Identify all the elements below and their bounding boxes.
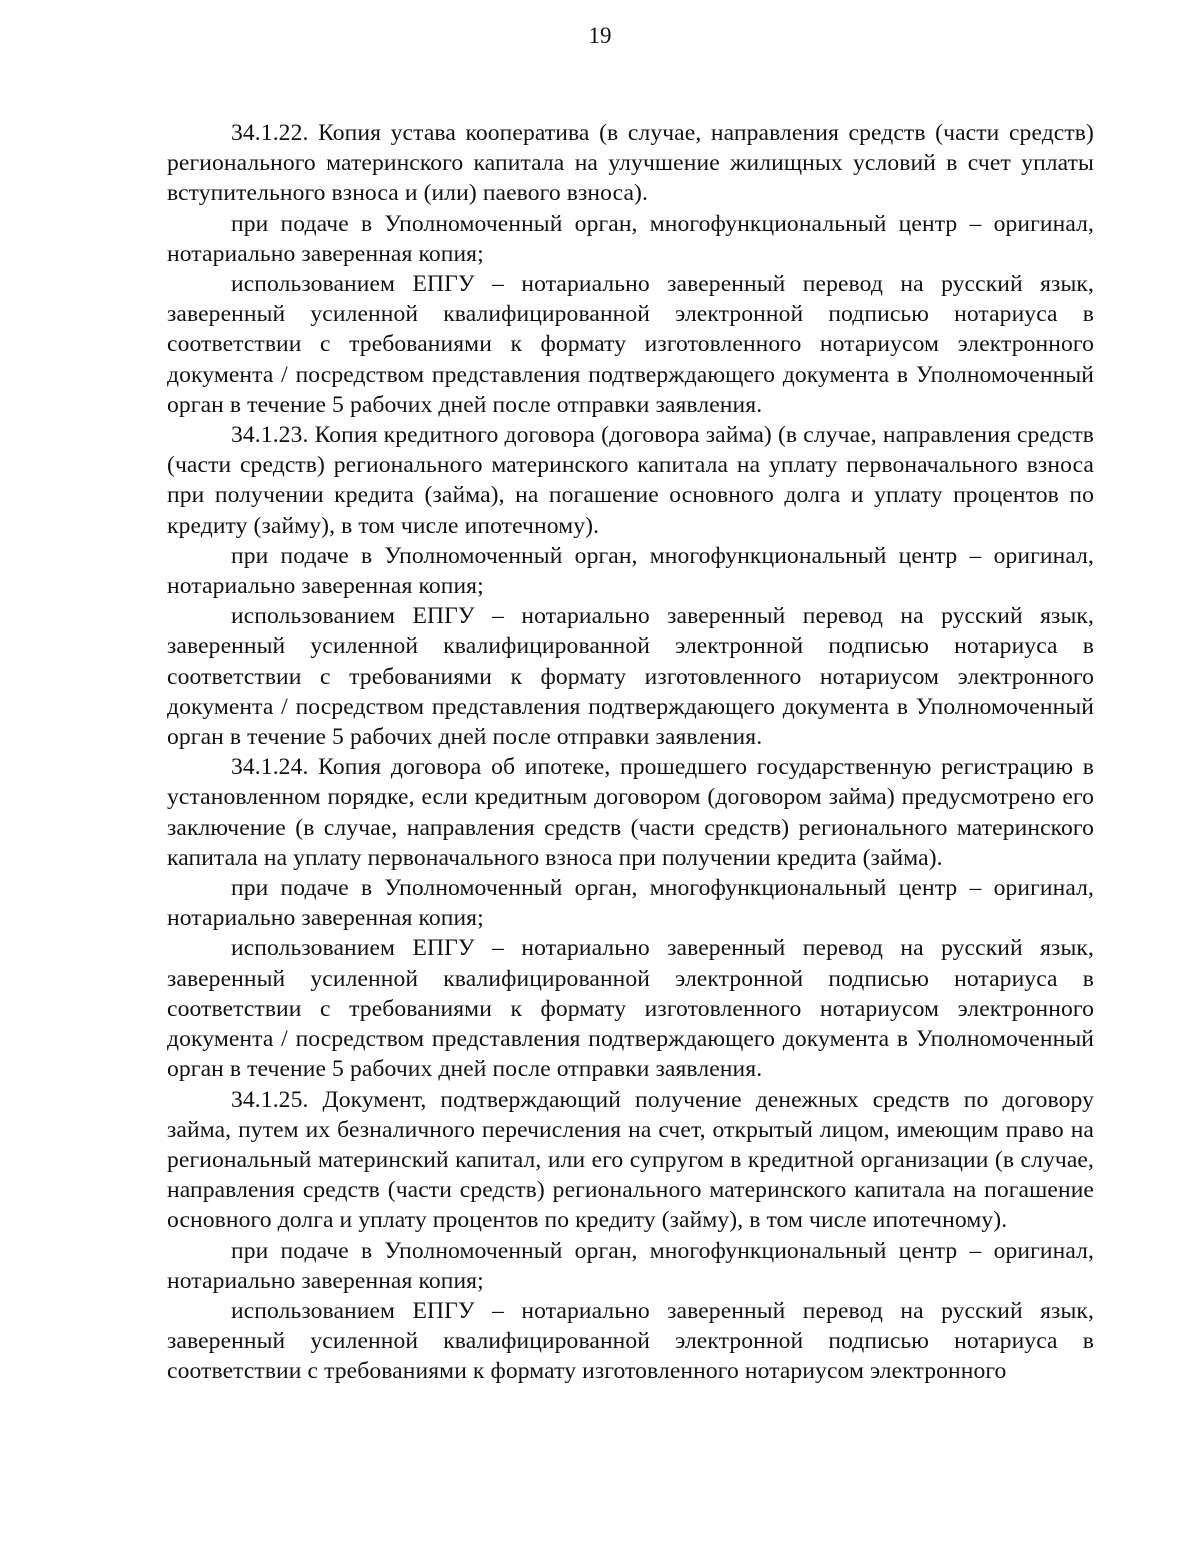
- paragraph-submission-epgu: использованием ЕПГУ – нотариально заверенный перевод на русский язык, заверенный усиленной квалифицированной электронной подписью нотариуса в соответствии с требованиями к формату изготовленного нотариусом электронного документа / посредством представления подтверждающего документа в Уполномоченный орган в течение 5 рабочих дней после отправки заявления.: [167, 603, 1094, 751]
- paragraph-submission-office: при подаче в Уполномоченный орган, многофункциональный центр – оригинал, нотариально заверенная копия;: [167, 542, 1094, 600]
- document-body: [167, 118, 1094, 1387]
- paragraph-34-1-24: 34.1.24. Копия договора об ипотеке, прошедшего государственную регистрацию в установленном порядке, если кредитным договором (договором займа) предусмотрено его заключение (в случае, направления средств (части средств) регионального материнского капитала на уплату первоначального взноса при получении кредита (займа).: [167, 754, 1094, 871]
- paragraph-34-1-23: 34.1.23. Копия кредитного договора (договора займа) (в случае, направления средств (части средств) регионального материнского капитала на уплату первоначального взноса при получении кредита (займа), на погашение основного долга и уплату процентов по кредиту (займу), в том числе ипотечному).: [167, 422, 1094, 539]
- paragraph-submission-epgu: использованием ЕПГУ – нотариально заверенный перевод на русский язык, заверенный усиленной квалифицированной электронной подписью нотариуса в соответствии с требованиями к формату изготовленного нотариусом электронного документа / посредством представления подтверждающего документа в Уполномоченный орган в течение 5 рабочих дней после отправки заявления.: [167, 271, 1094, 418]
- paragraph-submission-office: при подаче в Уполномоченный орган, многофункциональный центр – оригинал, нотариально заверенная копия;: [167, 1237, 1094, 1294]
- paragraph-submission-office: при подаче в Уполномоченный орган, многофункциональный центр – оригинал, нотариально заверенная копия;: [167, 210, 1094, 267]
- paragraph-submission-office: при подаче в Уполномоченный орган, многофункциональный центр – оригинал, нотариально заверенная копия;: [167, 875, 1094, 932]
- page-number: 19: [588, 23, 612, 48]
- paragraph-submission-epgu-continued: использованием ЕПГУ – нотариально заверенный перевод на русский язык, заверенный усиленной квалифицированной электронной подписью нотариуса в соответствии с требованиями к формату изготовленного нотариусом электронного: [167, 1297, 1094, 1385]
- paragraph-34-1-25: 34.1.25. Документ, подтверждающий получение денежных средств по договору займа, путем их безналичного перечисления на счет, открытый лицом, имеющим право на региональный материнский капитал, или его супругом в кредитной организации (в случае, направления средств (части средств) регионального материнского капитала на погашение основного долга и уплату процентов по кредиту (займу), в том числе ипотечному).: [167, 1086, 1094, 1234]
- paragraph-submission-epgu: использованием ЕПГУ – нотариально заверенный перевод на русский язык, заверенный усиленной квалифицированной электронной подписью нотариуса в соответствии с требованиями к формату изготовленного нотариусом электронного документа / посредством представления подтверждающего документа в Уполномоченный орган в течение 5 рабочих дней после отправки заявления.: [167, 935, 1094, 1083]
- paragraph-34-1-22: 34.1.22. Копия устава кооператива (в случае, направления средств (части средств) регионального материнского капитала на улучшение жилищных условий в счет уплаты вступительного взноса и (или) паевого взноса).: [167, 120, 1094, 207]
